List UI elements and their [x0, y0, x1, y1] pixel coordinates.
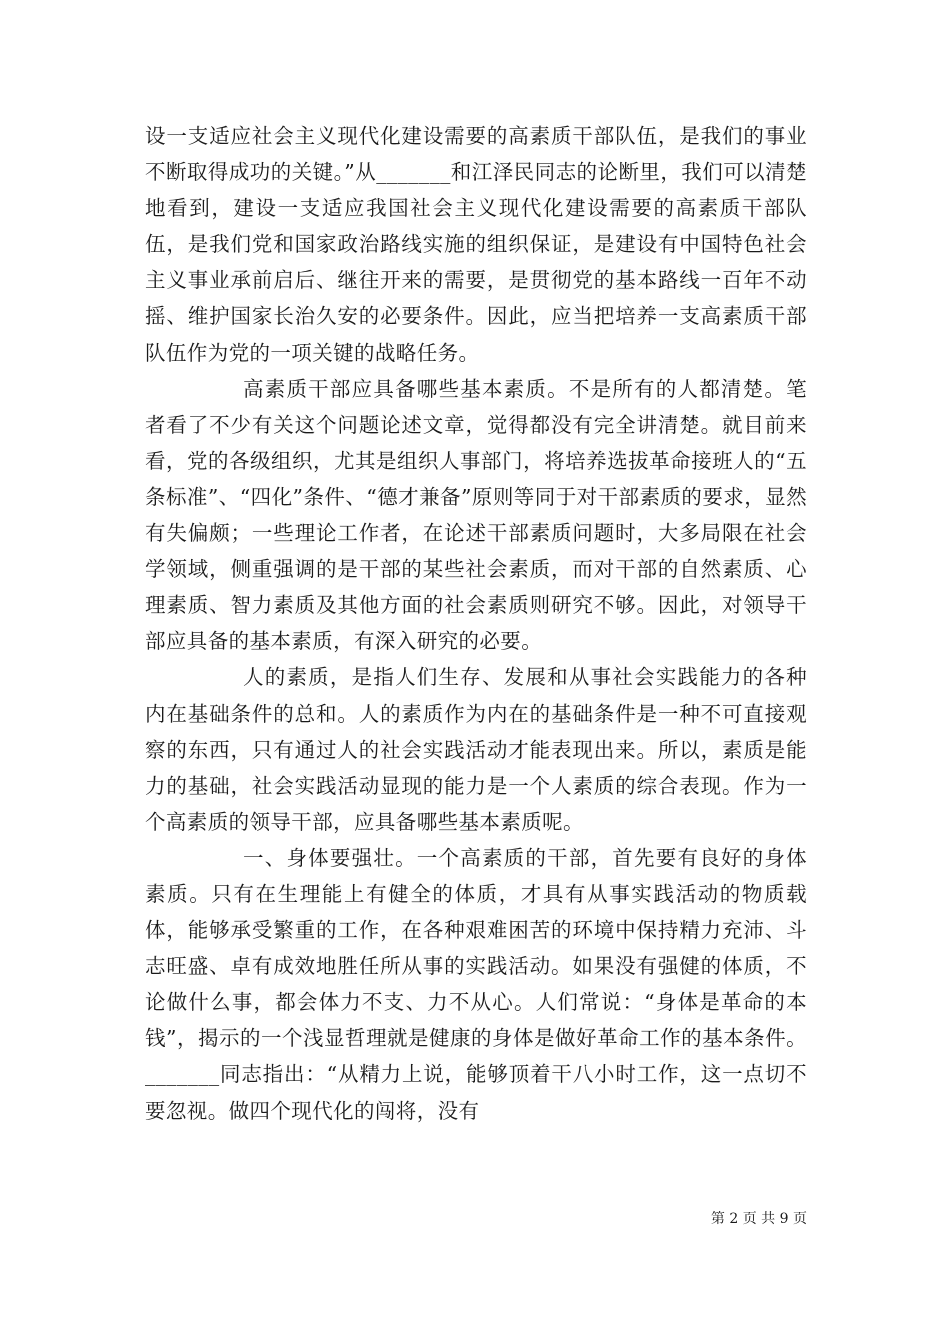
document-body — [145, 118, 807, 1129]
paragraph-1: 设一支适应社会主义现代化建设需要的高素质干部队伍，是我们的事业不断取得成功的关键。”从_______和江泽民同志的论断里，我们可以清楚地看到，建设一支适应我国社会主义现代化建设需要的高素质干部队伍，是我们党和国家政治路线实施的组织保证，是建设有中国特色社会主义事业承前启后、继往开来的需要，是贯彻党的基本路线一百年不动摇、维护国家长治久安的必要条件。因此，应当把培养一支高素质干部队伍作为党的一项关键的战略任务。 — [145, 124, 807, 365]
paragraph-2: 高素质干部应具备哪些基本素质。不是所有的人都清楚。笔者看了不少有关这个问题论述文章，觉得都没有完全讲清楚。就目前来看，党的各级组织，尤其是组织人事部门，将培养选拔革命接班人的“五条标准”、“四化”条件、“德才兼备”原则等同于对干部素质的要求，显然有失偏颇；一些理论工作者，在论述干部素质问题时，大多局限在社会学领域，侧重强调的是干部的某些社会素质，而对干部的自然素质、心理素质、智力素质及其他方面的社会素质则研究不够。因此，对领导干部应具备的基本素质，有深入研究的必要。 — [145, 376, 807, 654]
paragraph-4: 一、身体要强壮。一个高素质的干部，首先要有良好的身体素质。只有在生理能上有健全的体质，才具有从事实践活动的物质载体，能够承受繁重的工作，在各种艰难困苦的环境中保持精力充沛、斗志旺盛、卓有成效地胜任所从事的实践活动。如果没有强健的体质，不论做什么事，都会体力不支、力不从心。人们常说：“身体是革命的本钱”，揭示的一个浅显哲理就是健康的身体是做好革命工作的基本条件。_______同志指出：“从精力上说，能够顶着干八小时工作，这一点切不要忽视。做四个现代化的闯将，没有 — [145, 845, 807, 1123]
paragraph-3: 人的素质，是指人们生存、发展和从事社会实践能力的各种内在基础条件的总和。人的素质作为内在的基础条件是一种不可直接观察的东西，只有通过人的社会实践活动才能表现出来。所以，素质是能力的基础，社会实践活动显现的能力是一个人素质的综合表现。作为一个高素质的领导干部，应具备哪些基本素质呢。 — [145, 665, 807, 834]
page-number-footer: 第 2 页 共 9 页 — [710, 1211, 807, 1227]
